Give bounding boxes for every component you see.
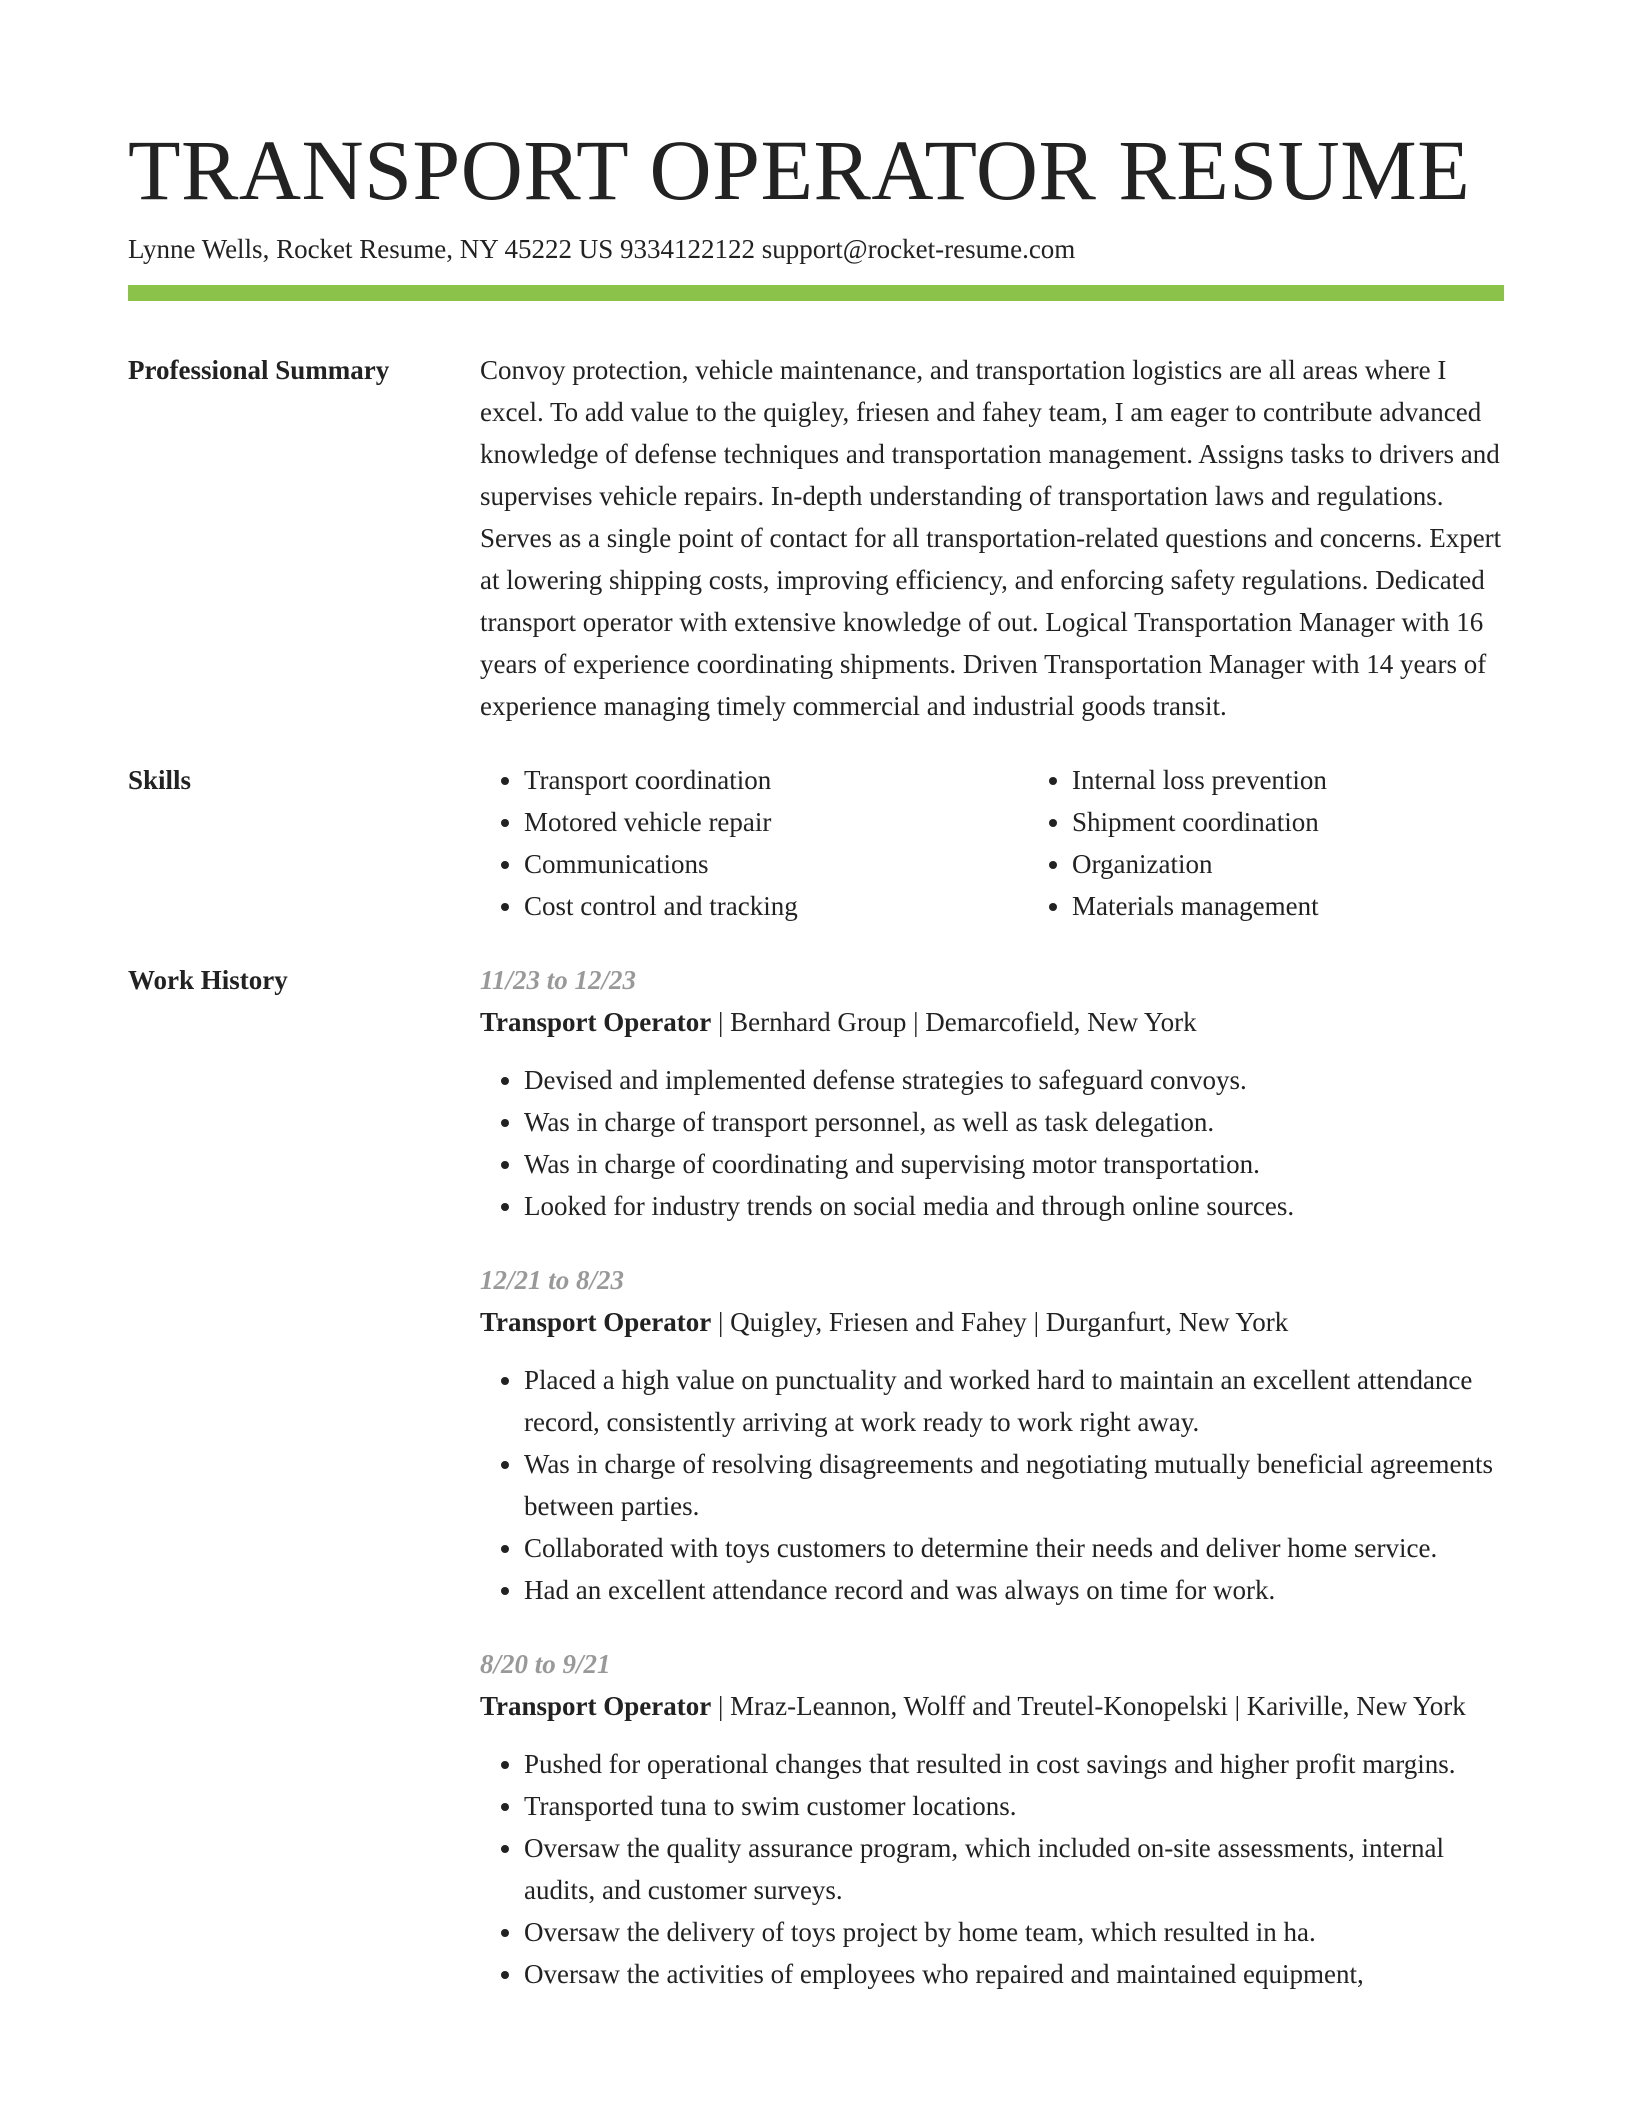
job-location: Durganfurt, New York [1045,1307,1289,1337]
job-separator: | [711,1007,731,1037]
job-bullet: • Oversaw the activities of employees who repaired and maintained equipment, [524,1953,1504,1995]
job-bullet: • Collaborated with toys customers to determine their needs and deliver home service. [524,1527,1504,1569]
job-title: Transport Operator [480,1007,712,1037]
job-location: Demarcofield, New York [925,1007,1197,1037]
job-heading [480,1685,1504,1727]
job-bullet: • Oversaw the quality assurance program, which included on-site assessments, internal audits, and customer surveys. [524,1827,1504,1911]
job-bullets [480,1059,1504,1227]
job-bullets [480,1743,1504,1995]
skills-section [128,759,1504,927]
job-entry [480,959,1504,1227]
job-heading [480,1301,1504,1343]
job-bullet: • Had an excellent attendance record and was always on time for work. [524,1569,1504,1611]
job-dates: 8/20 to 9/21 [480,1649,611,1679]
job-bullet: • Transported tuna to swim customer locations. [524,1785,1504,1827]
job-separator: | [711,1307,731,1337]
summary-section [128,349,1504,727]
header-divider [128,285,1504,301]
section-label-skills: Skills [128,765,192,795]
job-dates: 12/21 to 8/23 [480,1265,625,1295]
job-separator: | [711,1691,731,1721]
job-bullet: • Pushed for operational changes that resulted in cost savings and higher profit margins. [524,1743,1504,1785]
skill-item: • Materials management [1072,885,1576,927]
job-separator: | [1026,1307,1046,1337]
job-dates: 11/23 to 12/23 [480,965,637,995]
job-company: Mraz-Leannon, Wolff and Treutel-Konopelski [730,1691,1228,1721]
resume-title: TRANSPORT OPERATOR RESUME [128,122,1471,218]
job-bullet: • Was in charge of transport personnel, as well as task delegation. [524,1101,1504,1143]
section-label-summary: Professional Summary [128,355,390,385]
skills-list-right [1028,759,1576,927]
skill-item: • Shipment coordination [1072,801,1576,843]
skill-item: • Organization [1072,843,1576,885]
skill-item: • Internal loss prevention [1072,759,1576,801]
skill-item: • Transport coordination [524,759,1028,801]
job-bullet: • Placed a high value on punctuality and worked hard to maintain an excellent attendance record, consistently arriving at work ready to work right away. [524,1359,1504,1443]
summary-text: Convoy protection, vehicle maintenance, and transportation logistics are all areas where I excel. To add value to the quigley, friesen and fahey team, I am eager to contribute advanced knowledge of defense techniques and transportation management. Assigns tasks to drivers and supervises vehicle repairs. In-depth understanding of transportation laws and regulations. Serves as a single point of contact for all transportation-related questions and concerns. Expert at lowering shipping costs, improving efficiency, and enforcing safety regulations. Dedicated transport operator with extensive knowledge of out. Logical Transportation Manager with 16 years of experience coordinating shipments. Driven Transportation Manager with 14 years of experience managing timely commercial and industrial goods transit. [480,355,1502,721]
skill-item: • Motored vehicle repair [524,801,1028,843]
resume-content [128,349,1504,2027]
job-bullet: • Devised and implemented defense strategies to safeguard convoys. [524,1059,1504,1101]
job-entry [480,1259,1504,1611]
job-separator: | [906,1007,926,1037]
job-bullets [480,1359,1504,1611]
skill-item: • Cost control and tracking [524,885,1028,927]
job-heading [480,1001,1504,1043]
job-separator: | [1227,1691,1247,1721]
contact-line: Lynne Wells, Rocket Resume, NY 45222 US 9334122122 support@rocket-resume.com [128,234,1076,264]
job-bullet: • Looked for industry trends on social media and through online sources. [524,1185,1504,1227]
work-history-section [128,959,1504,1995]
job-title: Transport Operator [480,1691,712,1721]
skill-item: • Communications [524,843,1028,885]
job-bullet: • Was in charge of resolving disagreements and negotiating mutually beneficial agreements between parties. [524,1443,1504,1527]
job-company: Quigley, Friesen and Fahey [730,1307,1027,1337]
job-bullet: • Oversaw the delivery of toys project by home team, which resulted in ha. [524,1911,1504,1953]
job-bullet: • Was in charge of coordinating and supervising motor transportation. [524,1143,1504,1185]
job-title: Transport Operator [480,1307,712,1337]
job-company: Bernhard Group [730,1007,907,1037]
job-entry [480,1643,1504,1995]
section-label-work-history: Work History [128,965,288,995]
job-location: Kariville, New York [1246,1691,1466,1721]
skills-list-left [480,759,1028,927]
